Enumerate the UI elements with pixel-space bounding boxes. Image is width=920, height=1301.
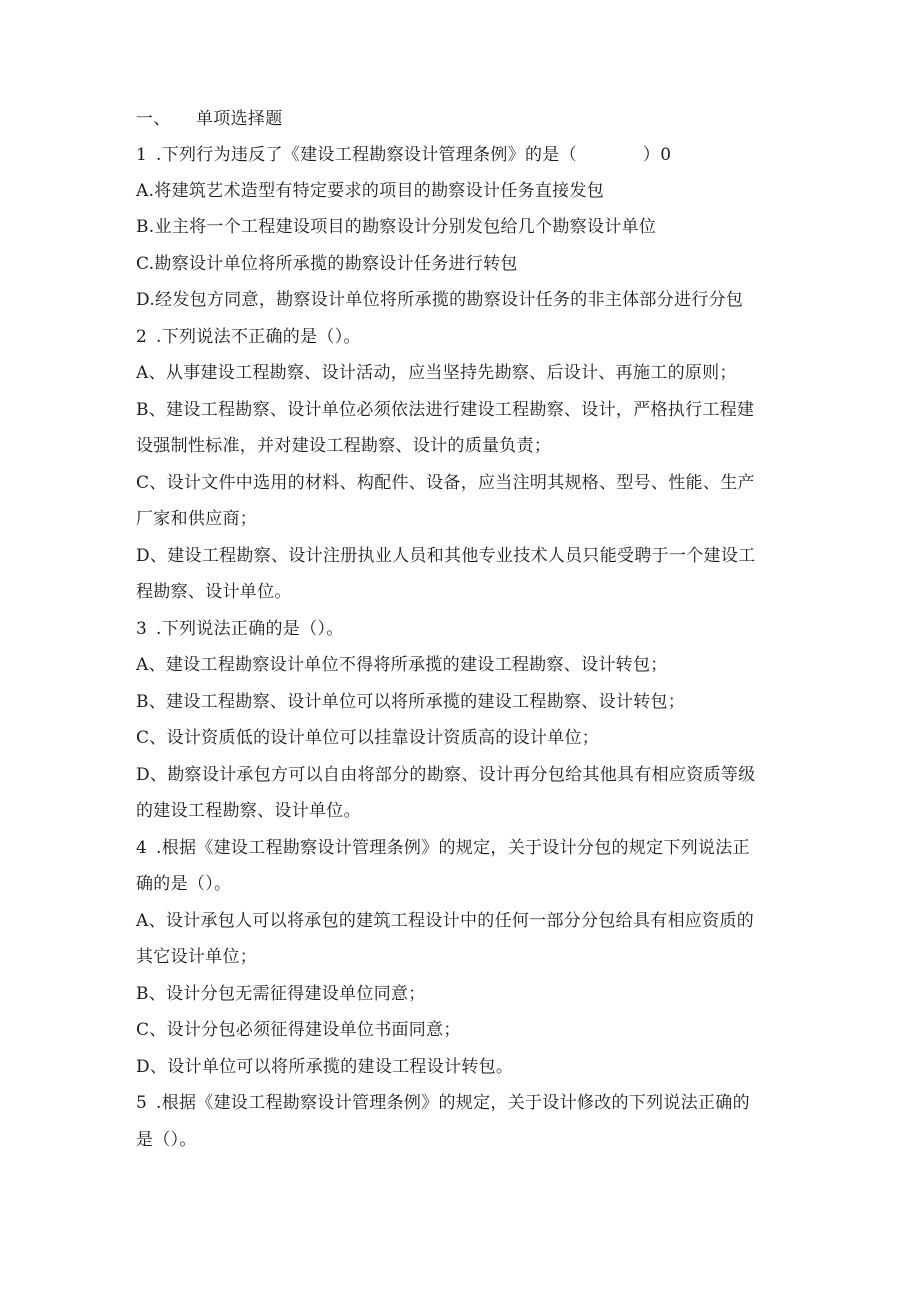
question-3	[136, 621, 344, 638]
question-2	[136, 329, 361, 346]
option-a: A、从事建设工程勘察、设计活动，应当坚持先勘察、后设计、再施工的原则；	[136, 363, 737, 383]
question-4-continued: 确的是（）。	[136, 874, 232, 894]
option-a-continued: 其它设计单位；	[136, 947, 258, 967]
question-text: .根据《建设工程勘察设计管理条例》的规定，关于设计分包的规定下列说法正	[156, 838, 750, 858]
question-5	[136, 1095, 750, 1112]
option-d: D.经发包方同意，勘察设计单位将所承揽的勘察设计任务的非主体部分进行分包	[136, 290, 744, 310]
question-number: 5	[136, 1093, 148, 1113]
option-b: B、建设工程勘察、设计单位必须依法进行建设工程勘察、设计，严格执行工程建	[136, 400, 755, 420]
option-c-continued: 厂家和供应商；	[136, 509, 258, 529]
option-c: C、设计文件中选用的材料、构配件、设备，应当注明其规格、型号、性能、生产	[136, 473, 755, 493]
section-title: 单项选择题	[196, 109, 283, 129]
option-d: D、建设工程勘察、设计注册执业人员和其他专业技术人员只能受聘于一个建设工	[136, 546, 756, 566]
question-number: 3	[136, 619, 148, 639]
question-number: 4	[136, 838, 148, 858]
option-b: B、建设工程勘察、设计单位可以将所承揽的建设工程勘察、设计转包；	[136, 692, 686, 712]
option-d: D、设计单位可以将所承揽的建设工程设计转包。	[136, 1057, 514, 1077]
option-d-continued: 程勘察、设计单位。	[136, 582, 292, 602]
question-tail: ）0	[642, 145, 672, 165]
question-4	[136, 840, 750, 857]
option-c: C.勘察设计单位将所承揽的勘察设计任务进行转包	[136, 254, 518, 274]
option-a: A.将建筑艺术造型有特定要求的项目的勘察设计任务直接发包	[136, 181, 605, 201]
section-heading	[136, 111, 283, 128]
question-number: 2	[136, 327, 148, 347]
section-number: 一、	[136, 109, 171, 129]
option-a: A、建设工程勘察设计单位不得将所承揽的建设工程勘察、设计转包；	[136, 655, 668, 675]
question-5-continued: 是（）。	[136, 1130, 197, 1150]
question-text: .根据《建设工程勘察设计管理条例》的规定，关于设计修改的下列说法正确的	[156, 1093, 750, 1113]
option-c: C、设计资质低的设计单位可以挂靠设计资质高的设计单位；	[136, 728, 600, 748]
question-number: 1	[136, 145, 148, 165]
option-a: A、设计承包人可以将承包的建筑工程设计中的任何一部分分包给具有相应资质的	[136, 911, 755, 931]
option-b-continued: 设强制性标准，并对建设工程勘察、设计的质量负责；	[136, 436, 552, 456]
question-text: .下列说法正确的是（）。	[156, 619, 344, 639]
option-d-continued: 的建设工程勘察、设计单位。	[136, 801, 361, 821]
option-c: C、设计分包必须征得建设单位书面同意；	[136, 1020, 461, 1040]
option-b: B.业主将一个工程建设项目的勘察设计分别发包给几个勘察设计单位	[136, 217, 657, 237]
option-d: D、勘察设计承包方可以自由将部分的勘察、设计再分包给其他具有相应资质等级	[136, 765, 756, 785]
question-text: .下列说法不正确的是（）。	[156, 327, 361, 347]
question-text: .下列行为违反了《建设工程勘察设计管理条例》的是（	[156, 145, 577, 165]
option-b: B、设计分包无需征得建设单位同意；	[136, 984, 426, 1004]
question-1	[136, 147, 671, 164]
